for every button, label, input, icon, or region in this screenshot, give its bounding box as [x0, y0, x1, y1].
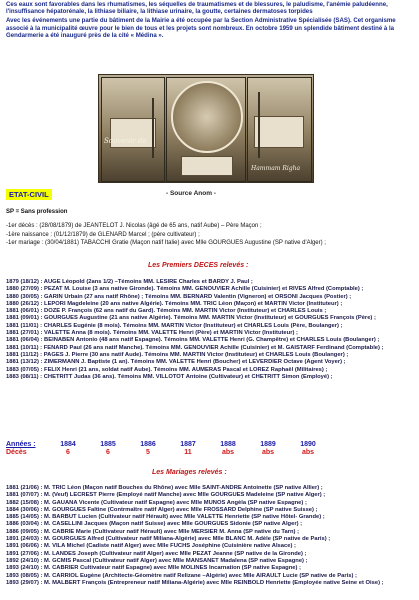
deces-section-title: Les Premiers DECES relevés : — [148, 262, 249, 269]
list-item: 1881 (09/01) : GOURGUES Augustine (21 ans native Algérie). Témoins MM. MARTIN Victor (Instituteur) et GOURGUES François (Père) ; — [6, 315, 376, 322]
etat-civil-heading: ETAT-CIVIL — [6, 189, 52, 200]
list-item: 1881 (21/06) : M. TRIC Léon (Maçon natif Bouches du Rhône) avec Mlle SAINT-ANDRE Antoinette (SP native Allier) ; — [6, 485, 323, 491]
year-cell: 1887 — [180, 441, 196, 448]
death-count-cell: abs — [261, 449, 275, 456]
list-item: 1880 (26/12) : LEPORI Magdeleine (20 ans native Algérie). Témoins MM. TRIC Léon (Maçon) et MARTIN Victor (Instituteur) ; — [6, 300, 343, 307]
first-birth: -1ère naissance : (01/12/1879) de GLENARD Marcel ; (père cultivateur) ; — [6, 231, 200, 238]
list-item: 1886 (09/05) : M. CABRIE Marie (Cultivateur natif Hérault) avec Mlle MERSIER M. Anna (SP native du Tarn) ; — [6, 528, 300, 535]
list-item: 1891 (24/03) : M. GOURGUES Alfred (Cultivateur natif Miliana-Algérie) avec Mlle BLANC M. Adèle (SP native de Paris) ; — [6, 536, 331, 543]
postcard-medallion — [171, 81, 243, 153]
sp-definition: SP = Sans profession — [6, 209, 68, 215]
postcard-souvenir-text: Souvenir de — [104, 137, 147, 145]
list-item: 1891 (27/06) : M. LANDES Joseph (Cultivateur natif Alger) avec Mlle PEZAT Jeanne (SP native de la Gironde) ; — [6, 550, 307, 557]
postcard-image — [98, 74, 314, 183]
death-count-cell: 5 — [146, 449, 150, 456]
years-label: Années : — [6, 441, 36, 448]
list-item: 1893 (24/10) : M. CABRIER Cultivateur natif Espagne) avec Mlle MOLINES Incarnation (SP native Espagne) ; — [6, 565, 301, 572]
list-item: 1879 (18/12) : AUGE Léopold (2ans 1/2) –Témoins MM. LESIRE Charles et BARDY J. Paul ; — [6, 279, 253, 285]
list-item: 1885 (14/05) : M. BARBUT Lucien (Cultivateur natif Hérault) avec Mlle VALETTE Henriette (SP native Hôtel- Grande) ; — [6, 514, 325, 521]
list-item: 1884 (30/06) : M. GOURGUES Faltine (Contrmaître natif Alger) avec Mlle FROSSARD Delphine (SP native Suisse) ; — [6, 506, 318, 513]
list-item: 1893 (08/05) : M. CARRIOL Eugène (Architecte-Géomètre natif Relizane –Algérie) avec Mlle AIRAULT Lucie (SP native de Paris) ; — [6, 572, 357, 579]
deaths-label: Décès — [6, 449, 27, 456]
postcard-left-panel — [101, 77, 165, 182]
intro-text — [6, 1, 414, 41]
list-item: 1881 (06/01) : DOZE P. François (62 ans natif du Gard). Témoins MM. MARTIN Victor (Instituteur) et CHARLES Louis ; — [6, 308, 327, 315]
deces-list — [6, 279, 416, 381]
list-item: 1881 (06/04) : BEINABEN Antonio (48 ans natif Espagne). Témoins MM. VALETTE Henri (G. Champêtre) et CHARLES Louis (Boulanger) ; — [6, 337, 380, 344]
list-item: 1881 (13/12) : ZIMERMANN J. Baptiste (1 an). Témoins MM. VALETTE Henri (Boucher) et LEVERDIER Octave (Agent Voyer) ; — [6, 359, 346, 366]
intro-paragraph-events: Avec les événements une partie du bâtiment de la Mairie a été occupée par la Section Administrative Spécialisée (SAS). Cet organisme associé à la municipalité œuvre pour le bien de tous et les projets sont nombreux. En octobre 1959 un splendide bâtiment destiné à la Gendarmerie a été inauguré près de la cité « Médina ». — [6, 17, 396, 39]
list-item: 1881 (11/12) : PAGES J. Pierre (30 ans natif Aude). Témoins MM. MARTIN Victor (Instituteur) et CHARLES Louis (Boulanger) ; — [6, 351, 349, 358]
list-item: 1881 (27/01) : VALETTE Anna (8 mois). Témoins MM. VALETTE Henri (Père) et MARTIN Victor (Instituteur) ; — [6, 330, 298, 337]
source-label: - Source Anom - — [166, 190, 216, 197]
death-count-cell: abs — [221, 449, 235, 456]
death-count-cell: 11 — [184, 449, 192, 456]
year-cell: 1889 — [260, 441, 276, 448]
mariages-section-title: Les Mariages relevés : — [152, 469, 227, 476]
postcard-middle-panel — [166, 77, 246, 182]
deaths-by-year-table — [6, 441, 416, 457]
list-item: 1892 (24/10) : M. GCMIS Pascal (Cultivateur natif Alger) avec Mlle MANSANET Madalena (SP native Espagne) ; — [6, 557, 308, 564]
year-cell: 1886 — [140, 441, 156, 448]
list-item: 1882 (15/08) : M. GAUANA Vicente (Cultivateur natif Espagne) avec Mlle MUNOS Angèla (SP native Espagne) ; — [6, 499, 307, 506]
first-events-list — [6, 223, 414, 247]
year-cell: 1885 — [100, 441, 116, 448]
year-cell: 1888 — [220, 441, 236, 448]
etat-civil-definitions — [6, 209, 414, 249]
postcard-town-text: Hammam Righa — [251, 165, 301, 172]
list-item: 1880 (30/05) : GARIN Urbain (27 ans natif Rhône) ; Témoins MM. BERNARD Valentin (Vigneron) et ORSONI Jacques (Postier) ; — [6, 293, 352, 300]
years-row — [6, 441, 416, 449]
list-item: 1883 (08/11) : CHETRITT Judas (36 ans). Témoins MM. VILLOTOT Antoine (Cultivateur) et CHETRITT Simon (Employé) ; — [6, 373, 333, 380]
list-item: 1886 (03/04) : M. CASELLINI Jacques (Maçon natif Suisse) avec Mlle GOURGUES Sidonie (SP native Alger) ; — [6, 521, 303, 528]
intro-paragraph-waters: Ces eaux sont favorables dans les rhumatismes, les séquelles de traumatismes et de blessures, le paludisme, l'anémie paludéenne, l'insuffisance hépatorénale, la lithiase biliaire, la lithiase urinaire, la goutte, certaines dermatoses torpides — [6, 1, 388, 16]
list-item: 1881 (07/07) : M. (Veuf) LECREST Pierre (Employé natif Manche) avec Mlle GOURGUES Madeleine (SP native Alger) ; — [6, 492, 326, 499]
list-item: 1881 (11/01) : CHARLES Eugénie (8 mois). Témoins MM. MARTIN Victor (Instituteur) et CHARLES Louis (Père, Boulanger) ; — [6, 322, 343, 329]
mariages-list — [6, 485, 416, 587]
first-death: -1er décès : (28/08/1879) de JEANTELOT J. Nicolas (âgé de 65 ans, natif Aube) – Père Maçon ; — [6, 223, 262, 230]
year-cell: 1884 — [60, 441, 76, 448]
year-cell: 1890 — [300, 441, 316, 448]
list-item: 1883 (07/05) : FELIX Henri (21 ans, soldat natif Aube). Témoins MM. AUMERAS Pascal et LOREZ Raphaël (Militaires) ; — [6, 366, 328, 373]
list-item: 1891 (06/06) : M. VILA Michel (Cadiste natif Alger) avec Mlle FUCHS Joséphine (Cuisinière native Alsace) ; — [6, 543, 296, 550]
list-item: 1881 (10/11) : FENARD Paul (26 ans natif Manche). Témoins MM. GENOUVIER Achille (Cuisinier) et M. GAISTARF Ferdinand (Comptable) ; — [6, 344, 384, 351]
death-count-cell: abs — [301, 449, 315, 456]
first-marriage: -1er mariage : (30/04/1881) TABACCHI Gratie (Maçon natif Italie) avec Mlle GOURGUES Augustine (SP native d'Alger) ; — [6, 240, 326, 247]
list-item: 1880 (27/09) : PEZAT M. Louise (3 ans native Gironde). Témoins MM. GENOUVIER Achille (Cuisinier) et RIVES Alfred (Comptable) ; — [6, 286, 364, 293]
deaths-row — [6, 449, 416, 457]
death-count-cell: 6 — [66, 449, 70, 456]
death-count-cell: 6 — [106, 449, 110, 456]
list-item: 1893 (29/07) : M. MALBERT François (Entrepreneur natif Miliana-Algérie) avec Mlle REINBOLD Henriette (Employée native Seine et Oise) ; — [6, 579, 384, 586]
